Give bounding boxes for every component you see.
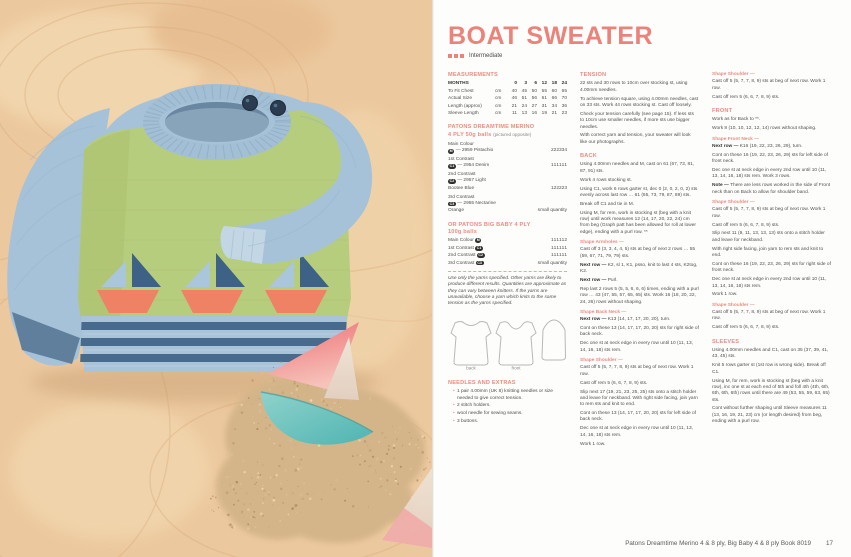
shaping-subheading: Shape Shoulder — [580, 358, 623, 364]
size-value: 1 [553, 245, 557, 251]
shaping-subheading: Shape Shoulder — [712, 199, 755, 205]
yarn-code-badge: M [449, 148, 453, 153]
size-value: 21 [511, 103, 517, 109]
size-value: 50 [531, 88, 537, 94]
yarn-name: 1st Contrast C1 [448, 245, 482, 251]
pattern-paragraph: Next row — K16 (19, 22, 23, 26, 29), turn. [712, 143, 803, 149]
pattern-paragraph: Work as for Back to **. [712, 117, 761, 123]
pattern-paragraph: Dec one st at neck edge in every 2nd row until 10 (11, 13, 14, 16, 18) sts rem. Work 3 rows. [712, 168, 827, 180]
yarn-entry [448, 172, 567, 192]
size-value: 24 [561, 81, 567, 87]
size-value: 1 [561, 238, 565, 244]
size-value: 1 [556, 163, 559, 169]
pattern-paragraph: Work 8 (10, 10, 12, 12, 14) rows without shaping. [712, 126, 817, 132]
skill-level-label: Intermediate [469, 53, 503, 59]
pattern-paragraph: Dec one st at neck edge in every row until 10 (11, 13, 14, 16, 18) sts rem. [580, 426, 693, 438]
size-value: 1 [558, 245, 562, 251]
pattern-paragraph: Dec one st at neck edge in every 2nd row until 10 (11, 13, 14, 16, 18) sts rem. [712, 277, 827, 289]
pattern-paragraph: Using 4.00mm needles and M, cast on 61 (67, 73, 81, 87, 91) sts. [580, 162, 695, 174]
size-value: 19 [541, 111, 547, 117]
size-value: 2 [564, 238, 567, 244]
pattern-paragraph: Using 4.00mm needles and C1, cast on 35 (37, 39, 41, 43, 45) sts. [712, 348, 829, 360]
yarn-shade-row [448, 208, 567, 214]
pattern-paragraph: Work 4 rows stocking st. [580, 177, 632, 183]
yarn-shade-row [448, 201, 567, 207]
yarn-code-badge: C1 [476, 245, 482, 250]
size-header-row [448, 81, 567, 87]
size-value: 1 [564, 163, 567, 169]
yarn-quantity-note: small quantity [537, 208, 567, 214]
column-2 [580, 72, 699, 451]
pattern-paragraph: Cast off 3 (3, 3, 4, 4, 5) sts at beg of next 2 rows … 55 (59, 67, 71, 79, 79) sts. [580, 247, 696, 259]
size-value: 1 [561, 253, 565, 259]
skill-dot-icon [460, 54, 464, 58]
section-heading: FRONT [712, 107, 733, 114]
pattern-paragraph: To achieve tension square, using 4.00mm needles, cast on 33 sts. Work 44 rows stocking st. Cast off loosely. [580, 96, 699, 108]
size-value: 3 [558, 147, 562, 153]
size-value: 31 [541, 103, 547, 109]
yarn-row [448, 238, 567, 244]
pattern-paragraph: Using M, for rem, work in stocking st (beg with a knit row) until work measures 12 (14, 17, 20, 22, 24) cm from beg (Graph patt has been allowed for roll at lower edge), ending with a purl row. ** [580, 210, 696, 235]
size-value: 1 [550, 238, 554, 244]
yarn-row [448, 253, 567, 259]
yarn-row [448, 246, 567, 252]
yarn-code-badge: M [476, 238, 480, 243]
size-header-label: MONTHS [448, 81, 469, 87]
measurement-label: Actual Size [448, 96, 472, 102]
size-value: 2 [553, 147, 557, 153]
collar [143, 85, 291, 159]
size-value: 34 [551, 103, 557, 109]
measurement-label: Length (approx) [448, 103, 482, 109]
pattern-paragraph: Using M, for rem, work in stocking st (beg with a knit row), inc one st at each end of 5th and foll 4th (4th, 6th, 6th, 6th, 6th) rows until there are 49 (53, 55, 59, 63, 65) sts. [712, 378, 830, 403]
yarn-note: Use only the yarns specified. Other yarns are likely to produce different results. Quantities are approximate as they can vary between knitters. If the yarns are unavailable, choose a yarn which knits to the same tension as the yarns specified. [448, 275, 567, 307]
skill-level [448, 53, 833, 59]
yarn-name: 2nd Contrast [448, 171, 476, 177]
size-value: 46 [511, 96, 517, 102]
size-value: 6 [534, 81, 537, 87]
yarn-row [448, 261, 567, 267]
page-title: BOAT SWEATER [448, 22, 654, 50]
pattern-paragraph: Cont on these 13 (14, 17, 17, 20, 20) sts for left side of back neck. [580, 411, 696, 423]
svg-text:back: back [466, 365, 476, 370]
size-value: 3 [564, 185, 567, 191]
size-value: 55 [541, 88, 547, 94]
pattern-page [434, 0, 851, 557]
size-value: 18 [551, 81, 557, 87]
measurement-unit: cm [495, 88, 502, 94]
dashed-divider [448, 271, 567, 272]
yarn-name: Main Colour M [448, 238, 480, 244]
size-value: 1 [558, 163, 562, 169]
shaping-subheading: Shape Back Neck — [580, 309, 627, 315]
pattern-paragraph: Cont on these 16 (19, 22, 23, 26, 29) sts for right side of front neck. [712, 261, 831, 274]
size-value: 1 [561, 163, 565, 169]
heading-line: PATONS DREAMTIME MERINO [448, 124, 535, 131]
size-value: 2 [556, 147, 559, 153]
size-value: 1 [550, 253, 554, 259]
pattern-paragraph: Cast off 5 (5, 7, 7, 8, 9) sts at beg of next row. Work 1 row. [712, 207, 826, 219]
measurement-row [448, 111, 567, 117]
pattern-paragraph: With correct yarn and tension, your sweater will look like our photographs. [580, 133, 691, 145]
section-heading: TENSION [580, 72, 607, 78]
pattern-paragraph: Cast off 5 (5, 7, 7, 8, 9) sts at beg of next row. Work 1 row. [712, 79, 826, 91]
size-value: 1 [553, 238, 557, 244]
yarn-code-badge: C3 [449, 201, 455, 206]
extras-list-item: • wool needle for sewing seams. [453, 411, 567, 417]
shaping-subheading: Shape Shoulder — [712, 302, 755, 308]
column-1 [448, 72, 567, 451]
size-value: 0 [514, 81, 517, 87]
size-value: 2 [561, 185, 565, 191]
yarn-shade: Bootee Blue [448, 185, 475, 191]
yarn-entry [448, 195, 567, 215]
yarn-shade: — 2954 Denim [457, 163, 490, 169]
size-value: 1 [553, 163, 557, 169]
size-value: 70 [561, 96, 567, 102]
pattern-paragraph: With right side facing, join yarn to rem sts and knit to end. [712, 246, 824, 259]
size-value: 21 [551, 111, 557, 117]
size-value: 61 [541, 96, 547, 102]
yarn-name: Main Colour [448, 141, 474, 147]
size-value: 11 [512, 111, 517, 117]
section-heading [448, 222, 567, 237]
heading-suffix: (pictured opposite) [493, 131, 532, 137]
pattern-paragraph: Using C1, work 6 rows garter st, dec 0 (2, 0, 2, 0, 2) sts evenly across last row … 61 (65, 73, 79, 87, 89) sts. [580, 186, 698, 198]
yarn-code-badge: C2 [478, 253, 484, 258]
svg-text:front: front [511, 365, 521, 370]
pattern-paragraph: Work 1 row. [712, 292, 738, 298]
yarn-name: 1st Contrast [448, 156, 474, 162]
size-value: 1 [550, 163, 554, 169]
pattern-paragraph: Cont on these 13 (14, 17, 17, 20, 20) sts for right side of back neck. [580, 326, 699, 338]
heading-line: 100g balls [448, 228, 478, 235]
size-value: 4 [564, 147, 567, 153]
page-footer [625, 540, 833, 547]
pattern-paragraph: Break off C1 and tie in M. [580, 201, 635, 207]
footer-text: Patons Dreamtime Merino 4 & 8 ply, Big Baby 4 & 8 ply Book 8019 [625, 540, 811, 547]
measurement-row [448, 104, 567, 110]
pattern-paragraph: Cast off 5 (5, 7, 7, 8, 9) sts at beg of next row. Work 1 row. [580, 365, 694, 377]
measurement-row [448, 89, 567, 95]
section-heading: BACK [580, 153, 597, 160]
skill-dot-icon [448, 54, 452, 58]
pattern-paragraph: Cast off rem 5 (6, 6, 7, 8, 9) sts. [580, 380, 648, 386]
column-3 [712, 72, 833, 451]
yarn-entry [448, 142, 567, 155]
size-value: 24 [521, 103, 527, 109]
section-heading [448, 124, 567, 139]
pattern-paragraph: Next row — K13 (14, 17, 17, 20, 20), turn. [580, 317, 671, 323]
size-value: 1 [561, 245, 565, 251]
page-number: 17 [825, 540, 833, 547]
size-value: 3 [524, 81, 527, 87]
size-value: 56 [531, 96, 537, 102]
yarn-shade-row [448, 148, 567, 154]
shaping-subheading: Shape Shoulder — [712, 72, 755, 77]
pattern-paragraph: Next row — Purl. [580, 277, 618, 283]
extras-list [448, 389, 567, 425]
pattern-paragraph: Note — There are less rows worked in the side of Front neck than on Back to allow for shoulder band. [712, 183, 831, 195]
pattern-paragraph: Dec one st at neck edge in every row until 10 (11, 13, 14, 16, 18) sts rem. [580, 341, 693, 353]
size-value: 1 [558, 253, 562, 259]
measurement-label: To Fit Chest [448, 88, 474, 94]
yarn-shade-row [448, 163, 567, 169]
section-heading: MEASUREMENTS [448, 72, 498, 78]
yarn-code-badge: C1 [449, 163, 455, 168]
size-unit [495, 81, 507, 87]
measurement-unit: cm [495, 96, 502, 102]
size-value: 2 [556, 185, 559, 191]
heading-line: 4 PLY 50g balls (pictured opposite) [448, 131, 532, 138]
skill-dot-icon [454, 54, 458, 58]
yarn-shade: — 2955 Nectarine [457, 200, 496, 206]
pattern-columns [448, 72, 833, 451]
yarn-name: 2nd Contrast C2 [448, 253, 484, 259]
garment-schematic [448, 312, 567, 373]
pattern-paragraph: Cast off rem 5 (6, 6, 7, 8, 9) sts. [712, 222, 780, 228]
pattern-paragraph: Cast off rem 5 (6, 6, 7, 8, 9) sts. [712, 325, 780, 331]
pattern-paragraph: Check your tension carefully (see page 15). If less sts to 10cm use smaller needles, if more sts use bigger needles. [580, 111, 694, 130]
size-value: 60 [551, 88, 557, 94]
measurement-row [448, 96, 567, 102]
size-value: 23 [561, 111, 567, 117]
yarn-shade-row [448, 186, 567, 192]
size-value: 40 [511, 88, 517, 94]
size-value: 1 [556, 253, 559, 259]
size-value: 45 [521, 88, 527, 94]
pattern-paragraph: Rep last 2 rows 5 (5, 5, 6, 6, 6) times, ending with a purl row … 43 (47, 55, 57, 65, 65) sts. Work 16 (18, 20, 22, 24, 26) rows without shaping. [580, 286, 699, 305]
measurement-label: Sleeve Length [448, 111, 479, 117]
size-value: 66 [551, 96, 557, 102]
size-value: 65 [561, 88, 567, 94]
yarn-shade: Orange [448, 208, 464, 214]
heading-line: OR PATONS BIG BABY 4 PLY [448, 221, 531, 228]
pattern-paragraph: Cont on these 16 (19, 22, 23, 26, 29) sts for left side of front neck. [712, 152, 828, 165]
size-value: 1 [556, 245, 559, 251]
section-heading: SLEEVES [712, 338, 740, 345]
size-value: 1 [564, 245, 567, 251]
section-heading: NEEDLES AND EXTRAS [448, 379, 516, 386]
pattern-paragraph: Knit 5 rows garter st (1st row is wrong side). Break off C1. [712, 363, 826, 375]
shaping-subheading: Shape Armholes — [580, 240, 624, 246]
size-value: 12 [541, 81, 547, 87]
measurement-unit: cm [495, 103, 502, 109]
size-value: 13 [521, 111, 527, 117]
yarn-name: 3rd Contrast C3 [448, 260, 482, 266]
pattern-paragraph: Work 1 row. [580, 441, 606, 447]
yarn-name: 3rd Contrast [448, 194, 475, 200]
size-value: 27 [531, 103, 537, 109]
pattern-paragraph: Slip next 17 (19, 21, 23, 25, 25) sts onto a stitch holder and leave for neckband. With right side facing, join yarn to rem sts and knit to end. [580, 389, 698, 408]
shaping-subheading: Shape Front Neck — [712, 136, 759, 142]
extras-list-item: • 3 buttons. [453, 419, 567, 425]
extras-list-item: • 1 pair 4.00mm (UK 8) knitting needles or size needed to give correct tension. [453, 389, 567, 402]
pattern-paragraph: Cast off rem 5 (6, 6, 7, 8, 9) sts. [712, 94, 780, 100]
yarn-code-badge: C2 [449, 179, 455, 184]
pattern-paragraph: 22 sts and 30 rows to 10cm over stocking st, using 4.00mm needles. [580, 81, 688, 93]
size-value: 1 [558, 238, 562, 244]
size-value: 1 [550, 185, 554, 191]
yarn-entry [448, 157, 567, 170]
yarn-shade: — 2957 Light [457, 178, 486, 184]
size-value: 51 [521, 96, 527, 102]
size-value: 36 [561, 103, 567, 109]
pattern-paragraph: Next row — K2, sl 1, K1, psso, knit to last 4 sts, K2tog, K2. [580, 262, 698, 275]
yarn-shade: — 2959 Pistachio [455, 147, 494, 153]
extras-list-item: • 2 stitch holders. [453, 403, 567, 409]
size-value: 1 [556, 238, 559, 244]
yarn-code-badge: C3 [477, 260, 482, 265]
pattern-paragraph: Slip next 11 (9, 11, 13, 13, 13) sts onto a stitch holder and leave for neckband. [712, 231, 825, 243]
size-value: 1 [550, 245, 554, 251]
size-value: 1 [564, 253, 567, 259]
yarn-shade-row [448, 178, 567, 184]
size-value: 2 [553, 185, 557, 191]
pattern-paragraph: Cont without further shaping until Sleeve measures 11 (13, 16, 19, 21, 23) cm (or length desired) from beg, ending with a purl row. [712, 406, 827, 425]
size-value: 2 [558, 185, 562, 191]
size-value: 1 [553, 253, 557, 259]
size-value: 2 [550, 147, 554, 153]
size-value: 3 [561, 147, 565, 153]
size-value: 16 [531, 111, 537, 117]
pattern-paragraph: Cast off 5 (5, 7, 7, 8, 9) sts at beg of next row. Work 1 row. [712, 310, 826, 322]
yarn-quantity-note: small quantity [537, 260, 567, 266]
measurement-unit: cm [495, 111, 502, 117]
